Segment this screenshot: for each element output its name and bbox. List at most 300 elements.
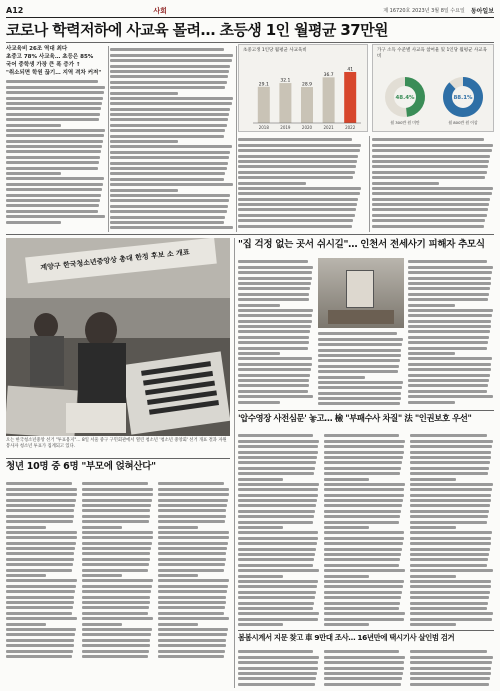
text-line (82, 558, 150, 561)
text-line (318, 370, 398, 373)
text-line (6, 482, 72, 485)
story4-col-1 (238, 432, 320, 628)
text-line (110, 54, 233, 57)
text-line (6, 140, 103, 143)
text-line (238, 445, 318, 448)
text-line (410, 472, 488, 475)
text-line (158, 606, 225, 609)
text-line (324, 677, 402, 680)
text-line (238, 219, 353, 222)
text-line (372, 198, 490, 201)
text-line (238, 203, 357, 206)
headline-rule (6, 42, 494, 43)
text-line (110, 140, 178, 143)
text-line (372, 182, 439, 185)
text-line (238, 155, 358, 158)
text-line (6, 526, 46, 529)
text-line (318, 376, 365, 379)
text-line (410, 467, 489, 470)
text-line (238, 395, 313, 398)
text-line (158, 633, 227, 636)
text-line (6, 542, 76, 545)
text-line (6, 221, 61, 224)
text-line (410, 531, 492, 534)
text-line (238, 293, 309, 296)
text-line (238, 456, 317, 459)
text-line (6, 194, 101, 197)
text-line (158, 585, 228, 588)
text-line (158, 639, 226, 642)
text-line (110, 129, 225, 132)
text-line (324, 564, 399, 567)
text-line (318, 349, 401, 352)
text-line (410, 575, 456, 578)
text-line (408, 347, 487, 350)
bar-tick-label: 2019 (280, 125, 291, 130)
text-line (324, 456, 403, 459)
text-line (110, 70, 229, 73)
text-line (318, 338, 403, 341)
text-line (238, 277, 312, 280)
text-line (82, 493, 153, 496)
text-line (6, 531, 77, 534)
text-line (324, 451, 404, 454)
text-line (158, 493, 229, 496)
text-line (238, 515, 314, 518)
bar-tick-label: 2018 (258, 125, 269, 130)
text-line (410, 607, 487, 610)
text-line (6, 183, 103, 186)
text-line (110, 226, 233, 229)
text-line (318, 365, 399, 368)
text-line (110, 135, 224, 138)
text-line (324, 531, 404, 534)
text-line (238, 461, 316, 464)
text-line (410, 580, 491, 583)
text-line (158, 601, 226, 604)
bar-tick-label: 2020 (301, 125, 313, 130)
text-line (324, 580, 404, 583)
text-line (410, 596, 489, 599)
text-line (238, 499, 317, 502)
text-line (238, 440, 319, 443)
text-line (82, 526, 122, 529)
bar-2019 (279, 83, 291, 123)
text-line (110, 178, 224, 181)
text-line (324, 607, 399, 610)
text-line (408, 277, 491, 280)
chart1-title: 초중고생 1인당 월평균 사교육비 (243, 48, 307, 53)
text-line (6, 536, 77, 539)
text-line (324, 548, 402, 551)
text-line (6, 558, 74, 561)
text-line (408, 363, 491, 366)
lead-summary: 사교육비 26조 역대 최다 초중고 78% 사교육… 초등은 85% 국어 중학생 가장 큰 폭 증가 ↑ "취소되면 학원 끊기… 지역 격차 커져" (6, 46, 102, 76)
text-line (324, 602, 400, 605)
text-line (372, 187, 493, 190)
body-col-1 (6, 78, 106, 228)
text-line (158, 590, 227, 593)
text-line (6, 172, 61, 175)
text-line (324, 472, 400, 475)
text-line (110, 124, 227, 127)
bar-2020 (301, 87, 313, 123)
text-line (238, 363, 312, 366)
text-line (238, 591, 316, 594)
text-line (238, 510, 315, 513)
flower-table (328, 310, 394, 324)
text-line (410, 461, 490, 464)
text-line (6, 509, 74, 512)
text-line (410, 661, 492, 664)
text-line (110, 145, 232, 148)
text-line (82, 515, 150, 518)
text-line (158, 504, 227, 507)
text-line (6, 199, 100, 202)
text-line (82, 482, 148, 485)
story5-col-3 (410, 648, 494, 688)
text-line (6, 102, 102, 105)
text-line (238, 553, 315, 556)
story5-col-2 (324, 648, 406, 688)
text-line (408, 395, 493, 398)
text-line (410, 434, 487, 437)
text-line (408, 314, 492, 317)
text-line (372, 225, 484, 228)
text-line (410, 650, 487, 653)
text-line (158, 574, 198, 577)
text-line (318, 386, 402, 389)
text-line (6, 633, 75, 636)
newspaper-brand: 동아일보 (470, 8, 494, 15)
text-line (410, 510, 489, 513)
text-line (6, 579, 77, 582)
text-line (410, 612, 493, 615)
story5-headline: 봄봄시계서 지문 찾고 車 9만대 조사… 16년만에 택시기사 살인범 검거 (238, 633, 455, 642)
issue-meta: 제 16720호 2023년 3월 8일 수요일 (383, 8, 465, 14)
text-line (158, 542, 228, 545)
text-line (238, 384, 309, 387)
bar-data-label: 36.7 (323, 72, 334, 78)
text-line (324, 558, 400, 561)
text-line (238, 521, 313, 524)
text-line (82, 552, 150, 555)
text-line (6, 150, 101, 153)
text-line (238, 304, 280, 307)
text-line (318, 332, 397, 335)
text-line (82, 547, 151, 550)
text-line (6, 86, 105, 89)
text-line (318, 343, 402, 346)
text-line (110, 108, 230, 111)
text-line (410, 548, 490, 551)
text-line (82, 601, 150, 604)
text-line (372, 208, 488, 211)
text-line (238, 266, 313, 269)
text-line (410, 677, 490, 680)
text-line (324, 504, 402, 507)
text-line (324, 553, 401, 556)
text-line (408, 282, 491, 285)
text-line (238, 623, 283, 626)
text-line (238, 138, 352, 141)
text-line (82, 531, 153, 534)
text-line (238, 208, 356, 211)
story3-col-1 (6, 480, 78, 662)
income-chart (372, 44, 494, 132)
text-line (6, 552, 74, 555)
text-line (238, 198, 358, 201)
text-line (158, 650, 225, 653)
text-line (324, 656, 405, 659)
text-line (238, 612, 319, 615)
text-line (408, 336, 489, 339)
text-line (158, 569, 224, 572)
text-line (6, 113, 100, 116)
text-line (6, 91, 104, 94)
text-line (372, 160, 489, 163)
text-line (238, 580, 318, 583)
text-line (82, 569, 148, 572)
text-line (410, 618, 492, 621)
text-line (408, 330, 490, 333)
text-line (6, 650, 73, 653)
text-line (110, 205, 228, 208)
text-line (410, 456, 491, 459)
text-line (238, 341, 309, 344)
story3-headline: 청년 10명 중 6명 "부모에 얹혀산다" (6, 461, 156, 472)
portrait-frame (346, 270, 374, 308)
text-line (82, 574, 122, 577)
text-line (324, 467, 401, 470)
text-line (110, 113, 229, 116)
pie-chart-svg (373, 45, 495, 133)
text-line (324, 618, 404, 621)
text-line (238, 504, 316, 507)
bar-chart-svg (239, 45, 369, 133)
text-line (6, 129, 105, 132)
text-line (238, 667, 318, 670)
text-line (238, 182, 306, 185)
text-line (324, 494, 404, 497)
text-line (6, 156, 100, 159)
text-line (372, 149, 492, 152)
story5-col-1 (238, 648, 320, 688)
bar-2022 (344, 72, 356, 123)
text-line (410, 623, 456, 626)
text-line (82, 606, 149, 609)
pie-category-label: 월 800만 원 이상 (448, 120, 478, 125)
text-line (158, 520, 225, 523)
text-line (82, 628, 152, 631)
text-line (6, 520, 73, 523)
text-line (158, 579, 229, 582)
text-line (408, 304, 455, 307)
text-line (410, 521, 487, 524)
text-line (6, 628, 76, 631)
text-line (238, 494, 318, 497)
text-line (238, 192, 360, 195)
text-line (410, 672, 491, 675)
text-line (238, 569, 319, 572)
bar-tick-label: 2022 (345, 125, 356, 130)
text-line (318, 392, 401, 395)
text-line (238, 176, 353, 179)
text-line (408, 357, 492, 360)
text-line (238, 596, 315, 599)
text-line (82, 509, 150, 512)
text-line (238, 144, 361, 147)
text-line (238, 149, 360, 152)
text-line (6, 161, 99, 164)
text-line (410, 440, 493, 443)
text-line (238, 225, 352, 228)
text-line (324, 515, 400, 518)
text-line (238, 282, 311, 285)
story3-col-3 (158, 480, 230, 662)
text-line (82, 520, 149, 523)
text-line (372, 203, 489, 206)
text-line (158, 596, 226, 599)
page-number: A12 (6, 6, 24, 15)
text-line (6, 134, 104, 137)
text-line (238, 379, 309, 382)
text-line (158, 488, 229, 491)
text-line (238, 314, 312, 317)
text-line (372, 144, 493, 147)
story2-photo (318, 258, 404, 328)
text-line (410, 585, 491, 588)
text-line (238, 548, 316, 551)
text-line (238, 260, 308, 263)
main-headline: 코로나 학력저하에 사교육 몰려… 초등생 1인 월평균 37만원 (6, 21, 388, 39)
text-line (110, 75, 228, 78)
text-line (238, 214, 355, 217)
text-line (6, 124, 61, 127)
text-line (158, 482, 224, 485)
text-line (410, 564, 487, 567)
text-line (238, 683, 315, 686)
text-line (324, 510, 401, 513)
text-line (410, 569, 493, 572)
text-line (238, 607, 313, 610)
text-line (82, 590, 151, 593)
text-line (82, 639, 150, 642)
bar-data-label: 41 (347, 67, 354, 73)
text-line (82, 612, 148, 615)
text-line (324, 683, 401, 686)
text-line (408, 298, 488, 301)
text-line (410, 591, 490, 594)
text-line (324, 537, 404, 540)
masthead (6, 4, 494, 18)
text-line (82, 596, 150, 599)
text-line (408, 379, 489, 382)
text-line (82, 585, 152, 588)
text-line (372, 171, 487, 174)
text-line (324, 672, 403, 675)
text-line (238, 325, 311, 328)
text-line (324, 461, 402, 464)
text-line (110, 183, 233, 186)
text-line (408, 260, 487, 263)
text-line (238, 677, 316, 680)
text-line (324, 650, 399, 653)
text-line (408, 341, 488, 344)
text-line (238, 650, 313, 653)
text-line (238, 585, 317, 588)
text-line (324, 445, 404, 448)
pie-data-label: 48.4% (395, 95, 415, 101)
text-line (238, 330, 310, 333)
text-line (6, 493, 77, 496)
text-line (324, 478, 369, 481)
main-photo-caption: 오는 한국청소년중앙 선거 "투표용지"… 8일 서울 중구 구민회관에서 열린 청소년 '청소년 중앙회' 선거 개표 결과 자원봉사자 청소년 투표가 집계되고 있다. (6, 438, 227, 449)
text-line (324, 585, 403, 588)
text-line (82, 579, 153, 582)
text-line (158, 515, 226, 518)
text-line (82, 655, 148, 658)
text-line (6, 623, 46, 626)
text-line (6, 612, 72, 615)
text-line (410, 537, 491, 540)
story2-photo-caption (318, 330, 404, 406)
body-col-3 (238, 136, 362, 232)
text-line (238, 320, 312, 323)
text-line (6, 210, 98, 213)
text-line (110, 199, 229, 202)
text-line (238, 160, 357, 163)
text-line (238, 352, 280, 355)
text-line (158, 644, 226, 647)
text-line (238, 575, 283, 578)
story4-headline: '압수영장 사전심문' 놓고… 檢 "부패수사 차질" 法 "인권보호 우선" (238, 413, 472, 423)
text-line (6, 644, 74, 647)
text-line (6, 655, 72, 658)
story2-headline: "집 걱정 없는 곳서 쉬시길"… 인천서 전세사기 피해자 추모식 (238, 239, 485, 250)
text-line (158, 655, 224, 658)
text-line (238, 526, 283, 529)
text-line (6, 504, 75, 507)
text-line (372, 138, 484, 141)
text-line (324, 488, 404, 491)
text-line (6, 639, 74, 642)
body-col-4 (372, 136, 494, 232)
text-line (6, 574, 46, 577)
photo-sign-text: 계양구 한국청소년중앙상 총대 한정 후보 소 개표 (40, 248, 190, 272)
text-line (324, 575, 369, 578)
text-line (410, 602, 488, 605)
text-line (238, 357, 312, 360)
text-line (6, 499, 76, 502)
text-line (324, 667, 404, 670)
text-line (158, 526, 198, 529)
text-line (238, 390, 308, 393)
text-line (158, 552, 226, 555)
text-line (6, 590, 75, 593)
text-line (6, 107, 101, 110)
text-line (110, 118, 228, 121)
text-line (82, 536, 153, 539)
text-line (238, 309, 313, 312)
text-line (324, 434, 399, 437)
bar-2018 (258, 87, 270, 123)
text-line (238, 467, 315, 470)
text-line (158, 536, 229, 539)
text-line (82, 650, 149, 653)
text-line (110, 162, 228, 165)
text-line (410, 515, 488, 518)
